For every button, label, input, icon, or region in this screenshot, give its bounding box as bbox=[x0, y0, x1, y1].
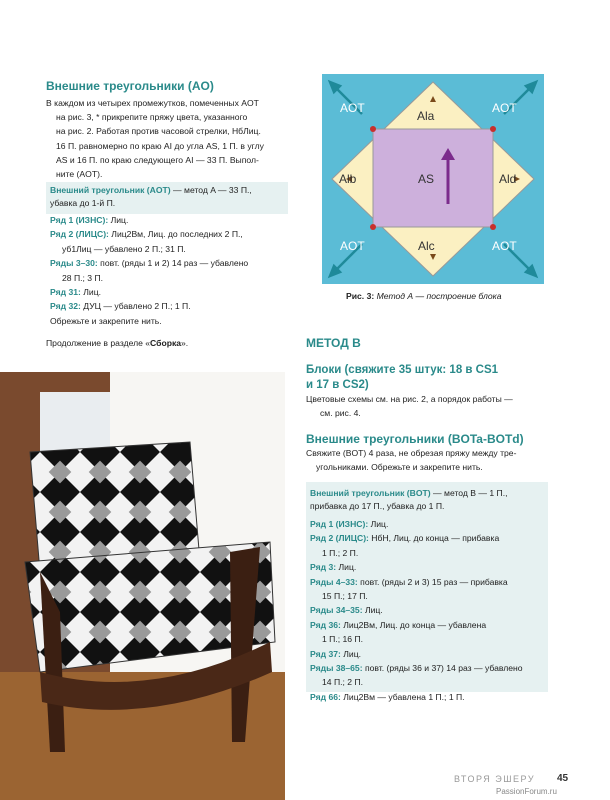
row-label: Ряд 1 (ИЗНС): bbox=[310, 519, 369, 529]
row-text: 28 П.; 3 П. bbox=[62, 272, 104, 283]
row-text: повт. (ряды 36 и 37) 14 раз — убавлено bbox=[362, 663, 523, 674]
row-text: Лиц2Вм, Лиц. до конца — убавлена bbox=[340, 619, 487, 630]
box-title-bold: Внешний треугольник (BOT) bbox=[310, 488, 431, 498]
label-as: AS bbox=[418, 172, 435, 186]
corner-marker bbox=[490, 224, 496, 230]
row-text: Лиц. bbox=[108, 215, 129, 225]
para-line: Цветовые схемы см. на рис. 2, а порядок работы — bbox=[306, 394, 513, 404]
para-line: В каждом из четырех промежутков, помеченных AOT bbox=[46, 98, 259, 108]
row-text: ДУЦ — убавлено 2 П.; 1 П. bbox=[80, 301, 191, 312]
pattern-row bbox=[310, 517, 544, 531]
pattern-row bbox=[310, 618, 544, 632]
row-label: Ряд 2 (ЛИЦС): bbox=[50, 229, 109, 240]
row-label: Ряд 1 (ИЗНС): bbox=[50, 215, 109, 225]
label-aot: AOT bbox=[340, 101, 365, 115]
blocks-paragraph bbox=[306, 393, 564, 420]
pattern-row bbox=[310, 647, 544, 661]
pattern-row bbox=[310, 531, 544, 545]
magazine-name: ВТОРЯ ЭШЕРУ bbox=[454, 774, 536, 784]
row-label: Ряд 36: bbox=[310, 619, 341, 630]
para-line: угольниками. Обрежьте и закрепите нить. bbox=[316, 461, 483, 472]
row-text: Лиц2Вм, Лиц. до последних 2 П., bbox=[108, 229, 243, 240]
pattern-row bbox=[310, 675, 544, 689]
row-label: Ряд 3: bbox=[310, 562, 337, 573]
para-line: на рис. 3, * прикрепите пряжу цвета, указанного bbox=[56, 112, 248, 123]
row-label: Ряд 37: bbox=[310, 648, 341, 659]
chair-photo bbox=[0, 372, 285, 800]
pattern-row bbox=[50, 256, 290, 270]
row-text: Лиц. bbox=[362, 605, 383, 616]
method-b-heading: МЕТОД В bbox=[306, 336, 361, 350]
row-text: 1 П.; 16 П. bbox=[322, 634, 364, 645]
block-diagram bbox=[322, 74, 544, 284]
para-line: AS и 16 П. по краю следующего AI — 33 П. Выпол- bbox=[56, 154, 259, 165]
row-label: Ряды 34–35: bbox=[310, 605, 363, 616]
row-text: Обрежьте и закрепите нить. bbox=[50, 315, 162, 326]
row-label: Ряды 4–33: bbox=[310, 576, 358, 587]
blocks-heading-line: Блоки (свяжите 35 штук: 18 в CS1 bbox=[306, 364, 499, 376]
para-line: см. рис. 4. bbox=[320, 407, 361, 418]
row-text: повт. (ряды 2 и 3) 15 раз — прибавка bbox=[357, 576, 508, 587]
watermark: PassionForum.ru bbox=[496, 787, 557, 796]
pattern-row bbox=[310, 589, 544, 603]
row-text: 1 П.; 2 П. bbox=[322, 547, 359, 558]
label-aot: AOT bbox=[492, 239, 517, 253]
row-label: Ряд 32: bbox=[50, 301, 81, 312]
row-text: уб1Лиц — убавлено 2 П.; 31 П. bbox=[62, 243, 186, 254]
label-aot: AOT bbox=[340, 239, 365, 253]
continue-post: ». bbox=[181, 338, 189, 348]
caption-text: Метод А — построение блока bbox=[374, 291, 502, 301]
pattern-row bbox=[310, 632, 544, 646]
pattern-row bbox=[50, 299, 290, 313]
corner-marker bbox=[490, 126, 496, 132]
pattern-row bbox=[50, 271, 290, 285]
row-text: повт. (ряды 1 и 2) 14 раз — убавлено bbox=[97, 258, 249, 269]
row-text: НбН, Лиц. до конца — прибавка bbox=[368, 533, 500, 544]
row-text: Лиц. bbox=[80, 287, 102, 298]
box-title-line2: прибавка до 17 П., убавка до 1 П. bbox=[310, 501, 445, 511]
label-aot: AOT bbox=[492, 101, 517, 115]
pattern-row bbox=[310, 546, 544, 560]
row-label: Ряд 66: bbox=[310, 691, 341, 702]
pattern-row bbox=[50, 285, 290, 299]
box-title-rest: — метод В — 1 П., bbox=[430, 488, 508, 498]
pattern-row bbox=[310, 690, 544, 704]
page-number: 45 bbox=[557, 773, 569, 784]
row-text: 15 П.; 17 П. bbox=[322, 591, 368, 602]
label-alb: Alb bbox=[339, 172, 357, 186]
pattern-row bbox=[50, 314, 290, 328]
pattern-row bbox=[310, 603, 544, 617]
ao-paragraph bbox=[46, 96, 286, 181]
row-text: Лиц. bbox=[336, 562, 357, 573]
box-title-rest: — метод A — 33 П., bbox=[170, 185, 252, 195]
row-text: Лиц. bbox=[340, 648, 362, 659]
pattern-row bbox=[50, 227, 290, 241]
row-label: Ряд 2 (ЛИЦС): bbox=[310, 533, 369, 544]
row-label: Ряд 31: bbox=[50, 287, 81, 298]
corner-marker bbox=[370, 224, 376, 230]
pattern-row bbox=[50, 213, 290, 227]
continue-note bbox=[46, 338, 188, 348]
box-title-bold: Внешний треугольник (AOT) bbox=[50, 185, 171, 195]
label-alc: Alc bbox=[418, 239, 435, 253]
blocks-heading bbox=[306, 363, 566, 393]
bot-pattern-box bbox=[306, 482, 548, 702]
row-text: Лиц2Вм — убавлена 1 П.; 1 П. bbox=[340, 691, 465, 702]
pattern-row bbox=[50, 242, 290, 256]
corner-marker bbox=[370, 126, 376, 132]
bot-row-list bbox=[306, 515, 548, 706]
continue-link: Сборка bbox=[150, 338, 182, 348]
pattern-row bbox=[310, 560, 544, 574]
para-line: ните (AOT). bbox=[56, 169, 103, 180]
pattern-row bbox=[310, 575, 544, 589]
para-line: Свяжите (BOT) 4 раза, не обрезая пряжу между тре- bbox=[306, 448, 517, 458]
pattern-row bbox=[310, 661, 544, 675]
row-label: Ряды 3–30: bbox=[50, 258, 98, 269]
figure-caption bbox=[346, 291, 502, 301]
aot-row-list bbox=[50, 213, 290, 328]
label-ala: Ala bbox=[417, 109, 435, 123]
para-line: на рис. 2. Работая против часовой стрелки, НбЛиц. bbox=[56, 126, 261, 137]
box-title-line2: убавка до 1-й П. bbox=[50, 198, 116, 208]
continue-pre: Продолжение в разделе « bbox=[46, 338, 151, 348]
para-line: 16 П. равномерно по краю AI до угла AS, 1 П. в углу bbox=[56, 140, 264, 151]
blocks-heading-line: и 17 в CS2) bbox=[306, 379, 369, 391]
label-ald: Ald bbox=[499, 172, 517, 186]
row-label: Ряды 38–65: bbox=[310, 663, 363, 674]
row-text: 14 П.; 2 П. bbox=[322, 677, 364, 688]
row-text: Лиц. bbox=[368, 519, 389, 529]
caption-label: Рис. 3: bbox=[346, 291, 375, 301]
bot-paragraph bbox=[306, 447, 564, 474]
aot-pattern-box-header bbox=[46, 182, 288, 214]
bot-heading: Внешние треугольники (BOTa-BOTd) bbox=[306, 432, 524, 446]
section-heading-ao: Внешние треугольники (AO) bbox=[46, 79, 214, 93]
